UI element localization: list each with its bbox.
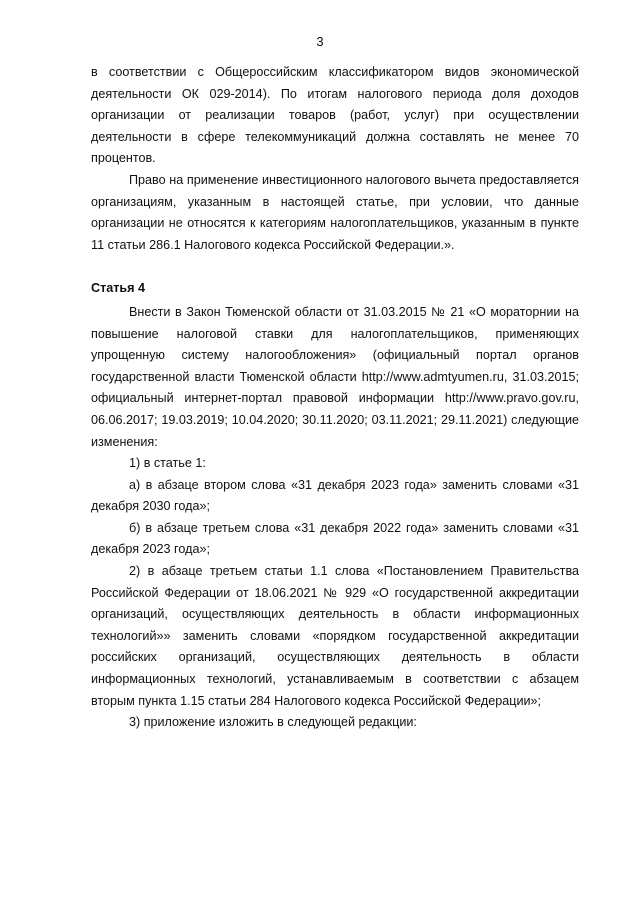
list-item: 1) в статье 1: bbox=[129, 456, 206, 471]
article-intro: Внести в Закон Тюменской области от 31.03.2015 № 21 «О мораторнии на повышение налоговой ставки для налогоплательщиков, применяющих упрощенную систему налогообложения» (официальный портал органов государственной власти Тюменской области http://www.admtyumen.ru, 31.03.2015; официальный интернет-портал правовой информации http://www.pravo.gov.ru, 06.06.2017; 19.03.2019; 10.04.2020; 30.11.2020; 03.11.2021; 29.11.2021) следующие изменения: bbox=[91, 304, 579, 449]
page-number: 3 bbox=[316, 34, 324, 49]
list-item: 2) в абзаце третьем статьи 1.1 слова «Постановлением Правительства Российской Федерации от 18.06.2021 № 929 «О государственной аккредитации организаций, осуществляющих деятельность в области информационных технологий»» заменить словами «порядком государственной аккредитации российских организаций, осуществляющих деятельность в области информационных технологий, устанавливаемым в соответствии с абзацем вторым пункта 1.15 статьи 284 Налогового кодекса Российской Федерации»; bbox=[91, 564, 579, 708]
list-item: б) в абзаце третьем слова «31 декабря 2022 года» заменить словами «31 декабря 2023 года»; bbox=[91, 520, 579, 557]
list-item: а) в абзаце втором слова «31 декабря 2023 года» заменить словами «31 декабря 2030 года»; bbox=[91, 477, 579, 514]
list-item: 3) приложение изложить в следующей редакции: bbox=[129, 715, 417, 730]
paragraph-investment-deduction: Право на применение инвестиционного налогового вычета предоставляется организациям, указанным в настоящей статье, при условии, что данные организации не относятся к категориям налогоплательщиков, указанным в пункте 11 статьи 286.1 Налогового кодекса Российской Федерации.». bbox=[91, 172, 579, 252]
document-body bbox=[91, 62, 579, 734]
paragraph-continuation: в соответствии с Общероссийским классификатором видов экономической деятельности ОК 029-2014). По итогам налогового периода доля доходов организации от реализации товаров (работ, услуг) при осуществлении деятельности в сфере телекоммуникаций должна составлять не менее 70 процентов. bbox=[91, 65, 579, 166]
article-heading: Статья 4 bbox=[91, 281, 146, 296]
